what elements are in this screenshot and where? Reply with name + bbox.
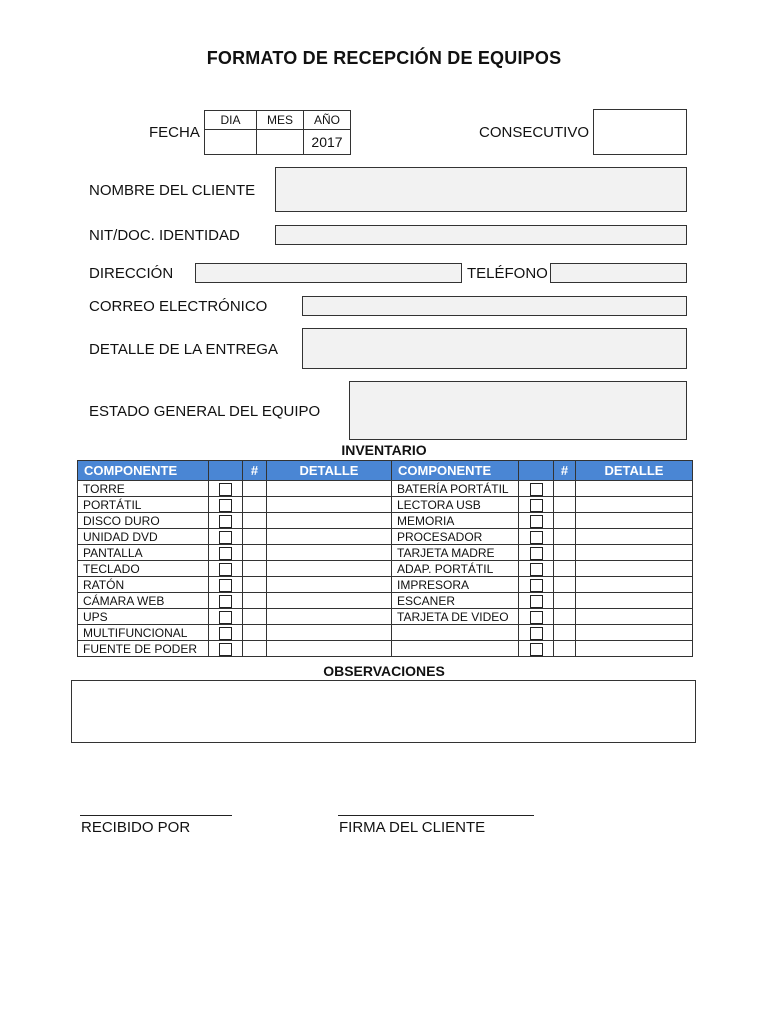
component-detail[interactable] — [576, 625, 693, 641]
component-detail[interactable] — [267, 529, 392, 545]
component-count[interactable] — [243, 497, 267, 513]
cliente-field[interactable] — [275, 167, 687, 212]
consecutivo-label: CONSECUTIVO — [479, 124, 590, 141]
component-name: RATÓN — [78, 577, 209, 593]
component-name: IMPRESORA — [392, 577, 519, 593]
component-checkbox[interactable] — [219, 595, 232, 608]
table-row — [78, 545, 693, 561]
correo-field[interactable] — [302, 296, 687, 316]
mes-header: MES — [257, 111, 304, 130]
component-detail[interactable] — [576, 529, 693, 545]
table-row — [78, 609, 693, 625]
component-check-cell — [209, 593, 243, 609]
component-detail[interactable] — [267, 561, 392, 577]
mes-field[interactable] — [257, 130, 304, 155]
detalle-header: DETALLE — [267, 461, 392, 481]
component-count[interactable] — [554, 609, 576, 625]
componente-header: COMPONENTE — [392, 461, 519, 481]
component-check-cell — [209, 561, 243, 577]
component-name: ESCANER — [392, 593, 519, 609]
component-checkbox[interactable] — [530, 547, 543, 560]
component-check-cell — [519, 513, 554, 529]
component-checkbox[interactable] — [219, 531, 232, 544]
component-checkbox[interactable] — [530, 627, 543, 640]
dia-header: DIA — [205, 111, 257, 130]
component-detail[interactable] — [267, 641, 392, 657]
component-count[interactable] — [243, 609, 267, 625]
component-checkbox[interactable] — [530, 611, 543, 624]
estado-general-label: ESTADO GENERAL DEL EQUIPO — [89, 403, 321, 420]
inventario-title: INVENTARIO — [341, 442, 427, 458]
ano-header: AÑO — [304, 111, 351, 130]
component-name: FUENTE DE PODER — [78, 641, 209, 657]
component-count[interactable] — [554, 577, 576, 593]
component-check-cell — [519, 481, 554, 497]
date-grid — [204, 110, 351, 155]
component-checkbox[interactable] — [530, 531, 543, 544]
table-row — [78, 641, 693, 657]
component-checkbox[interactable] — [219, 563, 232, 576]
component-check-cell — [519, 561, 554, 577]
component-count[interactable] — [243, 641, 267, 657]
component-name — [392, 641, 519, 657]
component-name: TARJETA DE VIDEO — [392, 609, 519, 625]
component-check-cell — [519, 497, 554, 513]
component-name — [392, 625, 519, 641]
table-row — [78, 593, 693, 609]
page-title: FORMATO DE RECEPCIÓN DE EQUIPOS — [206, 48, 562, 68]
component-checkbox[interactable] — [530, 563, 543, 576]
component-count[interactable] — [243, 545, 267, 561]
check-header — [519, 461, 554, 481]
component-checkbox[interactable] — [530, 515, 543, 528]
component-checkbox[interactable] — [219, 499, 232, 512]
component-check-cell — [519, 625, 554, 641]
component-count[interactable] — [554, 625, 576, 641]
telefono-field[interactable] — [550, 263, 687, 283]
component-detail[interactable] — [576, 481, 693, 497]
component-count[interactable] — [554, 497, 576, 513]
component-check-cell — [209, 529, 243, 545]
telefono-label: TELÉFONO — [467, 265, 548, 282]
component-check-cell — [209, 577, 243, 593]
component-detail[interactable] — [267, 513, 392, 529]
component-name: PROCESADOR — [392, 529, 519, 545]
table-row — [78, 497, 693, 513]
component-name: TORRE — [78, 481, 209, 497]
inventory-table — [77, 460, 693, 657]
observaciones-field[interactable] — [71, 680, 696, 743]
component-name: UPS — [78, 609, 209, 625]
detalle-entrega-label: DETALLE DE LA ENTREGA — [89, 341, 278, 358]
component-checkbox[interactable] — [530, 483, 543, 496]
component-check-cell — [519, 609, 554, 625]
component-count[interactable] — [243, 481, 267, 497]
component-detail[interactable] — [576, 513, 693, 529]
component-detail[interactable] — [576, 641, 693, 657]
component-detail[interactable] — [576, 545, 693, 561]
component-checkbox[interactable] — [219, 547, 232, 560]
inventory-header-row — [78, 461, 693, 481]
direccion-field[interactable] — [195, 263, 462, 283]
component-name: CÁMARA WEB — [78, 593, 209, 609]
component-checkbox[interactable] — [530, 595, 543, 608]
component-detail[interactable] — [267, 481, 392, 497]
direccion-label: DIRECCIÓN — [89, 265, 174, 282]
component-checkbox[interactable] — [530, 579, 543, 592]
component-count[interactable] — [554, 513, 576, 529]
component-check-cell — [209, 513, 243, 529]
component-name: PANTALLA — [78, 545, 209, 561]
dia-field[interactable] — [205, 130, 257, 155]
count-header: # — [554, 461, 576, 481]
component-check-cell — [519, 641, 554, 657]
component-name: LECTORA USB — [392, 497, 519, 513]
component-count[interactable] — [243, 577, 267, 593]
recibido-label: RECIBIDO POR — [81, 819, 191, 836]
correo-label: CORREO ELECTRÓNICO — [89, 298, 268, 315]
component-detail[interactable] — [576, 497, 693, 513]
component-detail[interactable] — [267, 497, 392, 513]
table-row — [78, 513, 693, 529]
detalle-entrega-field[interactable] — [302, 328, 687, 369]
component-detail[interactable] — [267, 609, 392, 625]
firma-cliente-label: FIRMA DEL CLIENTE — [339, 819, 486, 836]
table-row — [78, 625, 693, 641]
observaciones-title: OBSERVACIONES — [323, 663, 445, 679]
component-detail[interactable] — [267, 593, 392, 609]
nit-label: NIT/DOC. IDENTIDAD — [89, 227, 240, 244]
component-checkbox[interactable] — [219, 579, 232, 592]
cliente-signature-line[interactable] — [338, 815, 534, 816]
component-detail[interactable] — [576, 577, 693, 593]
component-check-cell — [209, 641, 243, 657]
component-check-cell — [209, 545, 243, 561]
component-checkbox[interactable] — [219, 483, 232, 496]
count-header: # — [243, 461, 267, 481]
component-checkbox[interactable] — [219, 611, 232, 624]
component-checkbox[interactable] — [219, 515, 232, 528]
estado-general-field[interactable] — [349, 381, 687, 440]
component-checkbox[interactable] — [219, 627, 232, 640]
component-checkbox[interactable] — [530, 499, 543, 512]
component-name: PORTÁTIL — [78, 497, 209, 513]
component-count[interactable] — [554, 481, 576, 497]
component-name: DISCO DURO — [78, 513, 209, 529]
table-row — [78, 561, 693, 577]
component-name: ADAP. PORTÁTIL — [392, 561, 519, 577]
component-count[interactable] — [554, 641, 576, 657]
consecutivo-field[interactable] — [593, 109, 687, 155]
component-count[interactable] — [554, 561, 576, 577]
component-count[interactable] — [243, 593, 267, 609]
component-name: BATERÍA PORTÁTIL — [392, 481, 519, 497]
component-count[interactable] — [243, 561, 267, 577]
component-detail[interactable] — [576, 609, 693, 625]
recibido-signature-line[interactable] — [80, 815, 232, 816]
component-check-cell — [519, 577, 554, 593]
component-check-cell — [519, 529, 554, 545]
component-checkbox[interactable] — [219, 643, 232, 656]
component-detail[interactable] — [576, 561, 693, 577]
component-checkbox[interactable] — [530, 643, 543, 656]
component-count[interactable] — [554, 545, 576, 561]
component-check-cell — [519, 545, 554, 561]
component-detail[interactable] — [267, 577, 392, 593]
component-detail[interactable] — [576, 593, 693, 609]
fecha-label: FECHA — [149, 124, 200, 141]
component-detail[interactable] — [267, 625, 392, 641]
table-row — [78, 481, 693, 497]
component-name: MULTIFUNCIONAL — [78, 625, 209, 641]
component-check-cell — [209, 609, 243, 625]
component-name: UNIDAD DVD — [78, 529, 209, 545]
cliente-label: NOMBRE DEL CLIENTE — [89, 182, 256, 199]
component-check-cell — [209, 625, 243, 641]
table-row — [78, 529, 693, 545]
component-name: TARJETA MADRE — [392, 545, 519, 561]
componente-header: COMPONENTE — [78, 461, 209, 481]
component-check-cell — [519, 593, 554, 609]
table-row — [78, 577, 693, 593]
nit-field[interactable] — [275, 225, 687, 245]
component-count[interactable] — [243, 513, 267, 529]
detalle-header: DETALLE — [576, 461, 693, 481]
component-count[interactable] — [243, 529, 267, 545]
component-name: TECLADO — [78, 561, 209, 577]
component-count[interactable] — [554, 593, 576, 609]
check-header — [209, 461, 243, 481]
component-check-cell — [209, 497, 243, 513]
component-count[interactable] — [243, 625, 267, 641]
component-name: MEMORIA — [392, 513, 519, 529]
component-check-cell — [209, 481, 243, 497]
component-count[interactable] — [554, 529, 576, 545]
component-detail[interactable] — [267, 545, 392, 561]
ano-field[interactable]: 2017 — [304, 130, 351, 155]
